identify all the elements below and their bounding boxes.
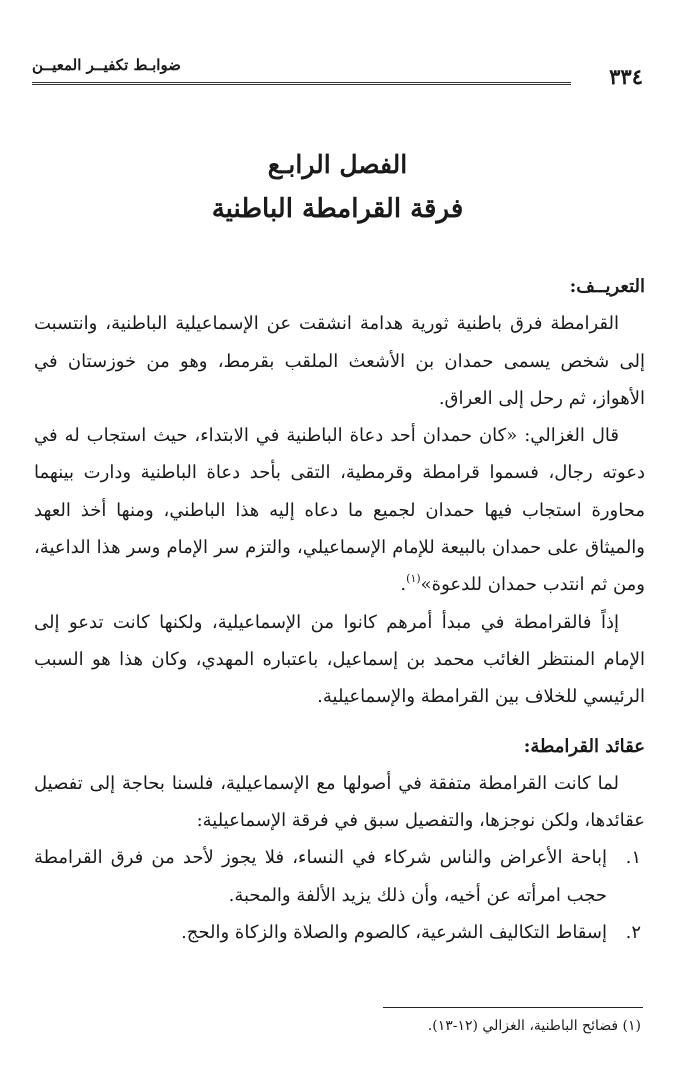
running-title: ضوابـط تكفيــر المعيــن <box>32 56 181 74</box>
beliefs-intro: لما كانت القرامطة متفقة في أصولها مع الإسماعيلية، فلسنا بحاجة إلى تفصيل عقائدها، ولكن نوجزها، والتفصيل سبق في فرقة الإسماعيلية: <box>34 772 645 832</box>
header-rule <box>32 82 571 85</box>
body-text <box>34 268 645 951</box>
list-item-number: ١. <box>625 847 641 869</box>
ghazali-quote-paragraph: قال الغزالي: «كان حمدان أحد دعاة الباطنية في الابتداء، حيث استجاب له في دعوته رجال، فسموا قرامطة وقرمطية، التقى بأحد دعاة الباطنية ودارت بينهما محاورة استجاب فيها حمدان لجميع ما دعاه إليه هذا الباطني، ومنها أخذ العهد والميثاق على حمدان بالبيعة للإمام الإسماعيلي، والتزم سر الإمام وسر هذا الداعية، ومن ثم انتدب حمدان للدعوة»$^{(١)}$. <box>34 425 645 596</box>
list-item-number: ٢. <box>625 922 641 944</box>
page-number: ٣٣٤ <box>609 64 643 89</box>
origin-paragraph: إذاً فالقرامطة في مبدأ أمرهم كانوا من الإسماعيلية، ولكنها كانت تدعو إلى الإمام المنتظر الغائب محمد بن إسماعيل، باعتباره المهدي، وكان هذا هو السبب الرئيسي للخلاف بين القرامطة والإسماعيلية. <box>34 611 645 708</box>
definition-heading: التعريــف: <box>569 276 645 297</box>
list-item <box>34 839 645 914</box>
footnote-reference: (١) <box>406 572 421 586</box>
list-item <box>34 914 645 951</box>
footnote: (١) فضائح الباطنية، الغزالي (١٢-١٣). <box>427 1018 641 1034</box>
footnote-rule <box>383 1007 643 1008</box>
section-title: فرقة القرامطة الباطنية <box>211 194 464 224</box>
list-item-text: إسقاط التكاليف الشرعية، كالصوم والصلاة والزكاة والحج. <box>181 922 607 944</box>
chapter-title: الفصل الرابـع <box>267 150 408 179</box>
beliefs-list <box>34 839 645 951</box>
running-header <box>32 50 643 92</box>
list-item-text: إباحة الأعراض والناس شركاء في النساء، فلا يجوز لأحد من فرق القرامطة حجب امرأته عن أخيه، وأن ذلك يزيد الألفة والمحبة. <box>34 847 607 906</box>
section-gap <box>34 716 645 728</box>
beliefs-heading: عقائد القرامطة: <box>523 735 645 757</box>
definition-paragraph: القرامطة فرق باطنية ثورية هدامة انشقت عن الإسماعيلية الباطنية، وانتسبت إلى شخص يسمى حمدان بن الأشعث الملقب بقرمط، وهو من خوزستان في الأهواز، ثم رحل إلى العراق. <box>34 313 645 409</box>
ghazali-quote-text: قال الغزالي: «كان حمدان أحد دعاة الباطنية في الابتداء، حيث استجاب له في دعوته رجال، فسموا قرامطة وقرمطية، التقى بأحد دعاة الباطنية ودارت بينهما محاورة استجاب فيها حمدان لجميع ما دعاه إليه هذا الباطني، ومنها أخذ العهد والميثاق على حمدان بالبيعة للإمام الإسماعيلي، والتزم سر الإمام وسر هذا الداعية، ومن ثم انتدب حمدان للدعوة» <box>34 425 645 596</box>
